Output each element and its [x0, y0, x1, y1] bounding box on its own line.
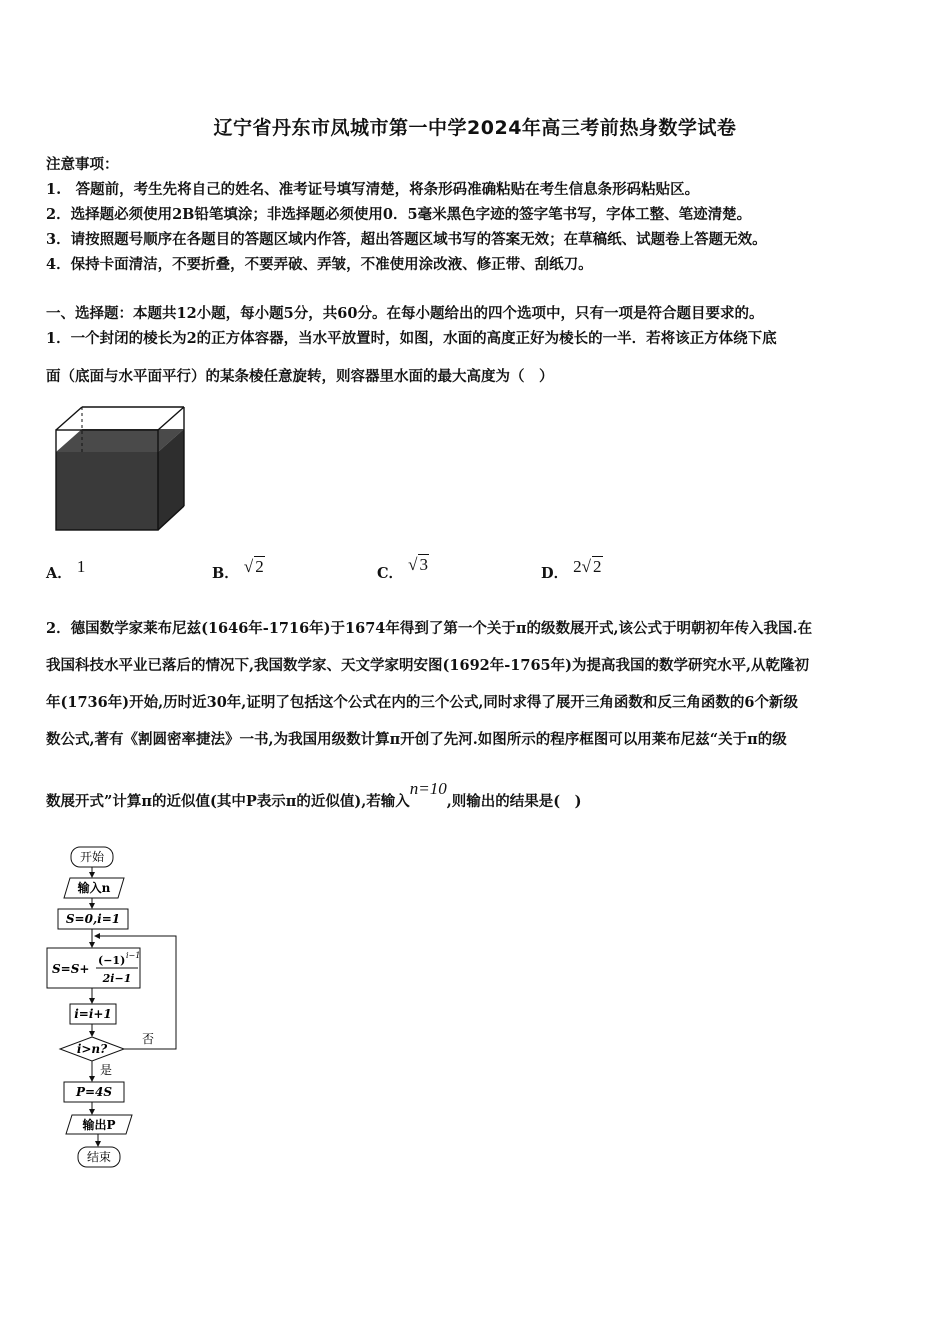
flow-condition: i>n? [76, 1042, 108, 1056]
q2-input-value: n=10 [409, 779, 447, 798]
flow-denominator: 2i−1 [102, 972, 132, 985]
q1-option-d[interactable] [541, 557, 603, 583]
q2-line-2: 我国科技水平业已落后的情况下,我国数学家、天文学家明安图(1692年-1765年)为提高我国的数学研究水平,从乾隆初 [46, 657, 810, 674]
notice-item-4: 4．保持卡面清洁，不要折叠，不要弄破、弄皱，不准使用涂改液、修正带、刮纸刀。 [46, 256, 593, 273]
flow-start: 开始 [79, 850, 105, 864]
flow-yes-label: 是 [100, 1063, 113, 1077]
flow-end: 结束 [86, 1150, 112, 1164]
flow-no-label: 否 [142, 1032, 155, 1046]
option-d-value: 2√ 2 [573, 557, 602, 576]
notice-heading: 注意事项： [46, 156, 119, 173]
option-c-label: C． [377, 565, 404, 582]
option-b-label: B． [212, 565, 239, 582]
flow-compute: P=4S [75, 1085, 113, 1099]
option-a-value: 1 [76, 557, 86, 576]
flow-input: 输入n [77, 881, 111, 895]
section-heading: 一、选择题：本题共12小题，每小题5分，共60分。在每小题给出的四个选项中，只有一项是符合题目要求的。 [46, 305, 764, 322]
page-title: 辽宁省丹东市凤城市第一中学2024年高三考前热身数学试卷 [213, 117, 737, 139]
q2-line-5-pre: 数展开式”计算π的近似值(其中P表示π的近似值),若输入 [46, 793, 410, 810]
option-b-value: √ 2 [243, 557, 264, 576]
q1-option-b[interactable] [212, 557, 265, 583]
flow-numerator: (−1) [98, 954, 126, 967]
q2-line-4: 数公式,著有《割圆密率捷法》一书,为我国用级数计算π开创了先河.如图所示的程序框图可以用莱布尼兹“关于π的级 [46, 731, 787, 748]
notice-item-1: 1. 答题前，考生先将自己的姓名、准考证号填写清楚，将条形码准确粘贴在考生信息条形码粘贴区。 [46, 181, 700, 198]
option-d-label: D． [541, 565, 569, 582]
flow-exponent: i−1 [126, 951, 141, 960]
flow-init: S=0,i=1 [65, 912, 121, 926]
q2-line-3: 年(1736年)开始,历时近30年,证明了包括这个公式在内的三个公式,同时求得了展开三角函数和反三角函数的6个新级 [46, 694, 798, 711]
option-a-label: A． [46, 565, 72, 582]
notice-item-3: 3．请按照题号顺序在各题目的答题区域内作答，超出答题区域书写的答案无效；在草稿纸、试题卷上答题无效。 [46, 231, 767, 248]
cube-water-figure [52, 404, 188, 534]
option-c-value: √ 3 [408, 555, 428, 574]
q1-line-1: 1．一个封闭的棱长为2的正方体容器，当水平放置时，如图，水面的高度正好为棱长的一半．若将该正方体绕下底 [46, 330, 777, 347]
flow-update-lhs: S=S+ [52, 962, 90, 976]
flow-output: 输出P [82, 1118, 116, 1132]
program-flowchart [40, 840, 190, 1175]
notice-item-2: 2．选择题必须使用2B铅笔填涂；非选择题必须使用0．5毫米黑色字迹的签字笔书写，字体工整、笔迹清楚。 [46, 206, 752, 223]
q2-line-5-post: ,则输出的结果是( ) [446, 793, 582, 810]
flow-increment: i=i+1 [74, 1007, 112, 1021]
q1-line-2: 面（底面与水平面平行）的某条棱任意旋转，则容器里水面的最大高度为（ ） [46, 368, 554, 385]
q2-line-1: 2．德国数学家莱布尼兹(1646年-1716年)于1674年得到了第一个关于π的级数展开式,该公式于明朝初年传入我国.在 [46, 620, 813, 637]
q1-option-c[interactable] [377, 555, 429, 583]
q1-option-a[interactable] [46, 557, 86, 583]
q2-line-5 [46, 779, 582, 811]
